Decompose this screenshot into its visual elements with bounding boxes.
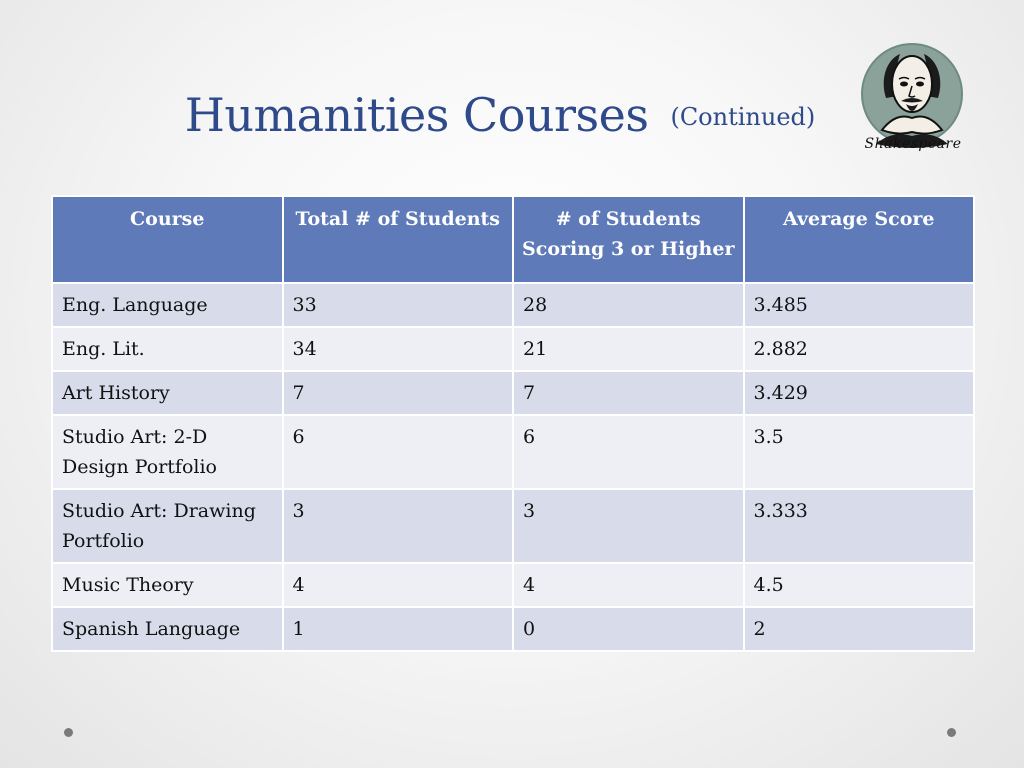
title-subtitle: (Continued) <box>670 103 816 131</box>
table-row <box>52 607 974 651</box>
cell-course: Eng. Lit. <box>52 327 283 371</box>
table-row <box>52 283 974 327</box>
decorative-dot-right <box>947 728 956 737</box>
cell-total: 1 <box>283 607 514 651</box>
cell-average: 3.485 <box>744 283 975 327</box>
cell-scoring: 21 <box>513 327 744 371</box>
title-main: Humanities Courses <box>184 88 649 142</box>
slide-title <box>0 88 1000 142</box>
cell-average: 2.882 <box>744 327 975 371</box>
cell-total: 3 <box>283 489 514 563</box>
table-row <box>52 563 974 607</box>
cell-total: 6 <box>283 415 514 489</box>
cell-course: Studio Art: Drawing Portfolio <box>52 489 283 563</box>
cell-course: Studio Art: 2-D Design Portfolio <box>52 415 283 489</box>
header-average-score: Average Score <box>744 196 975 283</box>
cell-course: Eng. Language <box>52 283 283 327</box>
cell-scoring: 6 <box>513 415 744 489</box>
cell-average: 2 <box>744 607 975 651</box>
cell-scoring: 7 <box>513 371 744 415</box>
cell-total: 34 <box>283 327 514 371</box>
cell-total: 33 <box>283 283 514 327</box>
table-row <box>52 415 974 489</box>
cell-total: 4 <box>283 563 514 607</box>
table-row <box>52 489 974 563</box>
table-header-row <box>52 196 974 283</box>
cell-average: 4.5 <box>744 563 975 607</box>
table-row <box>52 371 974 415</box>
cell-scoring: 28 <box>513 283 744 327</box>
cell-average: 3.5 <box>744 415 975 489</box>
cell-scoring: 3 <box>513 489 744 563</box>
header-students-scoring-3-plus: # of Students Scoring 3 or Higher <box>513 196 744 283</box>
cell-average: 3.333 <box>744 489 975 563</box>
cell-course: Music Theory <box>52 563 283 607</box>
header-course: Course <box>52 196 283 283</box>
cell-course: Spanish Language <box>52 607 283 651</box>
table-row <box>52 327 974 371</box>
cell-scoring: 0 <box>513 607 744 651</box>
cell-scoring: 4 <box>513 563 744 607</box>
logo-wordmark: Shakespeare <box>864 136 962 152</box>
decorative-dot-left <box>64 728 73 737</box>
cell-total: 7 <box>283 371 514 415</box>
cell-average: 3.429 <box>744 371 975 415</box>
header-total-students: Total # of Students <box>283 196 514 283</box>
cell-course: Art History <box>52 371 283 415</box>
humanities-courses-table <box>51 195 975 652</box>
